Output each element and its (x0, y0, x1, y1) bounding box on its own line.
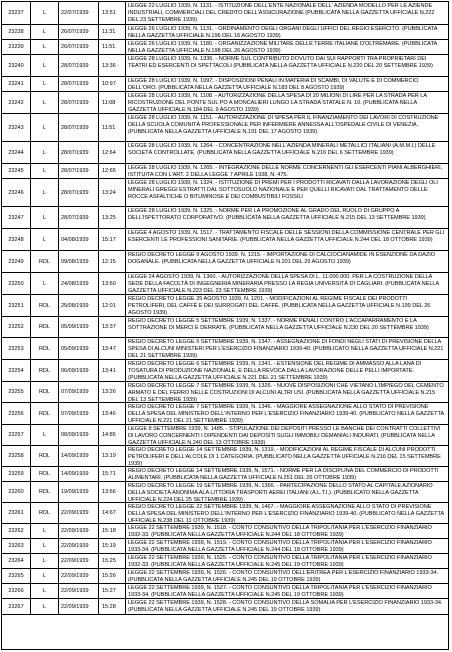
record-date: 04/08/1939 (59, 229, 99, 250)
table-row (2, 164, 448, 179)
record-code: 11:08 (99, 92, 126, 113)
table-row (2, 467, 448, 482)
record-text: LEGGE 28 LUGLIO 1939, N. 1097. - DISPOSIZIONI PENALI IN MATERIA DI SCAMBI, DI VALUTE E DI COMMERCIO DELL'ORO. (PUBBLICATA NELLA GAZZETTA UFFICIALE N.183 DEL 8 AGOSTO 1939) (128, 78, 419, 91)
record-number: 23248 (2, 229, 31, 250)
record-code: 12:15 (99, 251, 126, 272)
record-number: 23243 (2, 114, 31, 141)
record-code: 11:51 (99, 114, 126, 141)
record-code: 15:17 (99, 229, 126, 250)
record-text: REGIO DECRETO LEGGE 7 SETTEMBRE 1939, N. 1346. - MAGGIORE ASSEGNAZIONE ALLO STATO DI PREVISIONE DELLA SPESA DEL MINISTERO DELL'INTERNO PER L'ESERCIZIO FINANZIARIO 1939-40. (PUBBLICATO NELLA GAZZETTA UFFICIALE N.221 DEL 21 SETTEMBRE 1939) (128, 404, 444, 424)
table-row (2, 114, 448, 142)
record-number: 23253 (2, 338, 31, 359)
record-text: LEGGE 28 LUGLIO 1939, N. 1325. - NORME PER LA PROMOZIONE AL GRADO DEL RUOLO DI GRUPPO A DELL'ISPETTORATO CORPORATIVO. (PUBBLICATA NELLA GAZZETTA UFFICIALE N.215 DEL 13 SETTEMBRE 1939) (128, 208, 426, 222)
record-number: 23249 (2, 251, 31, 272)
record-date: 07/09/1939 (59, 403, 99, 424)
record-code: 15:26 (99, 569, 126, 583)
record-date: 09/08/1939 (59, 251, 99, 272)
record-number: 23259 (2, 467, 31, 481)
record-code: 11:31 (99, 25, 126, 39)
record-text: LEGGE 28 LUGLIO 1939, N. 1264. - CONCENTRAZIONE NELL'AZIENDA MINERALI METALLICI ITALIANI (A.M.M.I.) DELLE SOCIETÀ CONTROLLATE. (PUBBLICATA NELLA GAZZETTA UFFICIALE N.216 DEL 6 SETTEMBRE 1939) (128, 143, 436, 157)
record-date: 22/09/1939 (59, 539, 99, 553)
record-code: 15:28 (99, 599, 126, 614)
record-date: 22/09/1939 (59, 524, 99, 538)
table-row (2, 2, 448, 25)
record-type: RDL (31, 317, 59, 337)
record-date: 05/09/1939 (59, 338, 99, 359)
record-type: L (31, 2, 59, 24)
record-type: RDL (31, 467, 59, 481)
record-code: 15:25 (99, 554, 126, 568)
record-type: RDL (31, 382, 59, 402)
record-type: L (31, 142, 59, 163)
record-code: 14:67 (99, 503, 126, 523)
table-row (2, 382, 448, 403)
record-date: 22/09/1939 (59, 569, 99, 583)
record-type: L (31, 554, 59, 568)
record-number: 23238 (2, 25, 31, 39)
record-date: 22/07/1939 (59, 2, 99, 24)
record-code: 15:18 (99, 524, 126, 538)
record-text: LEGGE 26 LUGLIO 1939, N. 1180. - ORGANIZZAZIONE MILITARE DELLE TERRE ITALIANE D'OLTREMARE. (PUBBLICATA NELLA GAZZETTA UFFICIALE N.198 DEL 26 AGOSTO 1939) (128, 41, 437, 54)
record-text: LEGGE 24 AGOSTO 1939, N. 1360. - AUTORIZZAZIONE DELLA SPESA DI L. 11.000.000. PER LA COSTRUZIONE DELLA SEDE DELLA FACOLTÀ DI INGEGNERIA MINERARIA PRESSO LA REGIA UNIVERSITÀ DI CAGLIARI. (PUBBLICATA NELLA GAZZETTA UFFICIALE N.223 DEL 23 SETTEMBRE 1939) (128, 274, 439, 294)
record-date: 14/09/1939 (59, 446, 99, 466)
table-row (2, 295, 448, 317)
table-row (2, 25, 448, 40)
record-type: L (31, 425, 59, 445)
record-date: 28/07/1939 (59, 77, 99, 91)
record-code: 11:51 (99, 40, 126, 54)
record-code: 13:37 (99, 317, 126, 337)
table-row (2, 338, 448, 360)
record-type: RDL (31, 338, 59, 359)
record-date: 08/09/1939 (59, 425, 99, 445)
table-row (2, 251, 448, 273)
record-number: 23254 (2, 360, 31, 381)
record-text: LEGGE 22 SETTEMBRE 1939, N. 1527. - CONTO CONSUNTIVO DELLA TRIPOLITANIA PER L'ESERCIZIO FINANZIARIO 1933-34. (PUBBLICATA NELLA GAZZETTA UFFICIALE N.245 DEL 19 OTTOBRE 1939) (128, 585, 432, 598)
record-date: 28/07/1939 (59, 164, 99, 178)
record-date: 28/07/1939 (59, 207, 99, 228)
record-date: 06/09/1939 (59, 360, 99, 381)
record-type: RDL (31, 503, 59, 523)
record-code: 10:97 (99, 77, 126, 91)
table-row (2, 446, 448, 467)
record-type: L (31, 55, 59, 76)
record-number: 23241 (2, 77, 31, 91)
record-number: 23261 (2, 503, 31, 523)
record-code: 13:19 (99, 446, 126, 466)
record-code: 15:19 (99, 539, 126, 553)
record-number: 23262 (2, 524, 31, 538)
record-number: 23267 (2, 599, 31, 614)
record-number: 23246 (2, 179, 31, 206)
record-date: 28/07/1939 (59, 92, 99, 113)
table-row (2, 403, 448, 425)
record-type: L (31, 599, 59, 614)
record-text: LEGGE 4 AGOSTO 1939, N. 1517. - TRATTAMENTO FISCALE DELLE SESSIONI DELLA COMMISSIONE CENTRALE PER GLI ESERCENTI LE PROFESSIONI SANITARIE. (PUBBLICATA NELLA GAZZETTA UFFICIALE N.244 DEL 18 OTTOBRE 1939) (128, 230, 445, 244)
table-row (2, 425, 448, 446)
record-text: REGIO DECRETO LEGGE 14 SETTEMBRE 1939, N. 1571. - NORME PER LA DISCIPLINA DEL COMMERCIO DI PRODOTTI ALIMENTARI. (PUBBLICATA NELLA GAZZETTA UFFICIALE N.251 DEL 26 OTTOBRE 1939) (128, 468, 439, 481)
record-code: 13:25 (99, 207, 126, 228)
record-text: LEGGE 28 LUGLIO 1939, N. 1265. - INTEGRAZIONE DELLE NORME CONCERNENTI GLI ESERCENTI PIANI ALBERGHIERI, ISTITUITA CON L'ART. 2 DELLA LEGGE 7 APRILE 1938, N. 475. (128, 165, 443, 178)
record-type: RDL (31, 482, 59, 502)
record-code: 14:85 (99, 425, 126, 445)
record-type: L (31, 77, 59, 91)
record-type: L (31, 25, 59, 39)
table-row (2, 40, 448, 55)
record-number: 23264 (2, 554, 31, 568)
table-row (2, 360, 448, 382)
record-text: LEGGE 26 LUGLIO 1939, N. 1131. - ORDINAMENTO DEGLI ORGANI DEGLI UFFICI DEL REGIO ESERCITO. (PUBBLICATA NELLA GAZZETTA UFFICIALE N.196 DEL 16 AGOSTO 1939) (128, 26, 438, 39)
record-type: RDL (31, 295, 59, 316)
record-text: LEGGE 28 LUGLIO 1939, N. 1324. - ISTITUZIONE DI PREMI PER I PRODOTTI RICAVATI DALLA LAVORAZIONE DEGLI OLI MINERALI GREGGI ESTRATTI DAL SOTTOSUOLO NAZIONALE E PER QUELLI RICAVATI DAL TRATTAMENTO DELLE ROCCE ASFALTICHE O BITUMINOSE E DEI COMBUSTIBILI FOSSILI (128, 180, 438, 201)
record-number: 23266 (2, 584, 31, 598)
record-text: LEGGE 22 SETTEMBRE 1939, N. 1518. - CONTO CONSUNTIVO DELLA TRIPOLITANIA PER L'ESERCIZIO FINANZIARIO 1932-33. (PUBBLICATA NELLA GAZZETTA UFFICIALE N.244 DEL 18 OTTOBRE 1939) (128, 525, 432, 538)
table-row (2, 207, 448, 229)
record-number: 23263 (2, 539, 31, 553)
record-code: 12:64 (99, 142, 126, 163)
record-date: 22/09/1939 (59, 554, 99, 568)
record-date: 28/07/1939 (59, 142, 99, 163)
record-code: 13:36 (99, 55, 126, 76)
record-number: 23239 (2, 40, 31, 54)
record-type: L (31, 40, 59, 54)
record-type: L (31, 207, 59, 228)
table-row (2, 317, 448, 338)
record-date: 26/07/1939 (59, 40, 99, 54)
record-number: 23242 (2, 92, 31, 113)
record-text: REGIO DECRETO LEGGE 7 SETTEMBRE 1939, N. 1326. - NUOVE DISPOSIZIONI CHE VIETANO L'IMPIEGO DEL CEMENTO ARMATO E DEL FERRO NELLE COSTRUZIONI DI ALCUNI ALTRI USI. (PUBBLICATA NELLA GAZZETTA UFFICIALE N.215 DEL 13 SETTEMBRE 1939) (128, 383, 444, 402)
record-text: REGIO DECRETO LEGGE 5 SETTEMBRE 1939, N. 1337. - NORME PENALI CONTRO L'ACCAPARRAMENTO E LA SOTTRAZIONE DI MERCI E DERRATE. (PUBBLICATA NELLA GAZZETTA UFFICIALE N.230 DEL 20 SETTEMBRE 1939) (128, 318, 429, 332)
record-number: 23260 (2, 482, 31, 502)
record-number: 23256 (2, 403, 31, 424)
record-text: LEGGE 28 LUGLIO 1939, N. 1108. - AUTORIZZAZIONE DELLA SPESA DI 20 MILIONI DI LIRE PER LA STRADA PER LA RICOSTRUZIONE DEL PONTE SUL PO A MONCALIERI LUNGO LA STRADA STATALE N. 10. (PUBBLICATA NELLA GAZZETTA UFFICIALE N.184 DEL 9 AGOSTO 1939) (128, 93, 427, 113)
record-text: REGIO DECRETO LEGGE 25 AGOSTO 1939, N. 1201. - MODIFICAZIONI AL REGIME FISCALE DEI PRODOTTI PETROLIFERI, DEL CAFFÈ E DEI SURROGATI DEL CAFFÈ. (PUBBLICATA NELLA GAZZETTA UFFICIALE N.199 DEL 26 AGOSTO 1939) (128, 296, 431, 316)
record-number: 23258 (2, 446, 31, 466)
record-number: 23237 (2, 2, 31, 24)
record-date: 05/09/1939 (59, 317, 99, 337)
record-type: L (31, 569, 59, 583)
record-text: LEGGE 28 LUGLIO 1939, N. 1151. - AUTORIZZAZIONE DI SPESA PER IL FINANZIAMENTO DEI LAVORI DI COSTRUZIONE DELLA SCUOLA COMUNITÀ PROFESSIONALE PER INFERMIERE ANNESSA ALL'OSPEDALE CIVILE DI VENEZIA. (PUBBLICATA NELLA GAZZETTA UFFICIALE N.191 DEL 17 AGOSTO 1939) (128, 115, 439, 136)
table-row (2, 92, 448, 114)
record-text: REGIO DECRETO LEGGE 6 SETTEMBRE 1939, N. 1341. - ESTENSIONE DEL REGIME DI AMMASSO ALLA LANA DI TOSATURA DI PRODUZIONE NAZIONALE, E DELLA REVOCA DALLA LAVORAZIONE DELLE PELLI IMPORTATE. (PUBBLICATA NELLA GAZZETTA UFFICIALE N.221 DEL 21 SETTEMBRE 1939) (128, 361, 422, 381)
record-text: REGIO DECRETO LEGGE 5 SETTEMBRE 1939, N. 1347. - ASSEGNAZIONE DI FONDI NEGLI STATI DI PREVISIONE DELLA SPESA DI ALCUNI MINISTERI PER L'ESERCIZIO FINANZIARIO 1939-40. (PUBBLICATO NELLA GAZZETTA UFFICIALE N.221 DEL 21 SETTEMBRE 1939) (128, 339, 444, 359)
record-number: 23250 (2, 273, 31, 294)
record-code: 13:26 (99, 382, 126, 402)
table-row (2, 539, 448, 554)
table-row (2, 142, 448, 164)
table-row (2, 599, 448, 615)
record-text: LEGGE 22 SETTEMBRE 1939, N. 1525. - CONTO CONSUNTIVO DELLA TRIPOLITANIA PER L'ESERCIZIO FINANZIARIO 1932-33. (PUBBLICATA NELLA GAZZETTA UFFICIALE N.245 DEL 19 OTTOBRE 1939) (128, 555, 432, 568)
record-code: 15:27 (99, 584, 126, 598)
record-number: 23245 (2, 164, 31, 178)
record-type: RDL (31, 360, 59, 381)
record-type: L (31, 164, 59, 178)
record-date: 22/09/1939 (59, 503, 99, 523)
table-row (2, 273, 448, 295)
legislation-table (1, 1, 449, 650)
record-type: L (31, 273, 59, 294)
record-text: LEGGE 28 LUGLIO 1939, N. 1336. - NORME SUL CONTRIBUTO DOVUTO DAI SUI RAPPORTI TRA PROPRIETARI DEI TEATRI ED ESERCENTI DI SPETTACOLI (PUBBLICATA NELLA GAZZETTA UFFICIALE N.220 DEL 20 SETTEMBRE 1939) (128, 56, 433, 70)
record-type: L (31, 179, 59, 206)
record-code: 12:01 (99, 295, 126, 316)
record-code: 13:46 (99, 403, 126, 424)
table-row (2, 482, 448, 503)
table-row (2, 229, 448, 251)
record-date: 22/09/1939 (59, 584, 99, 598)
record-text: LEGGE 8 SETTEMBRE 1939, N. 1485. - STIPULAZIONE DEI DEPOSITI PRESSO LE BANCHE DEI CONTRATTI COLLETTIVI DI LAVORO CONCERNENTI I DIPENDENTI DAI DEPOSITI SUGLI IMMOBILI DEMANIALI INDURATI. (PUBBLICATA NELLA GAZZETTA UFFICIALE N.240 DEL 13 OTTOBRE 1939) (128, 426, 441, 445)
table-row (2, 503, 448, 524)
record-number: 23252 (2, 317, 31, 337)
record-type: L (31, 92, 59, 113)
record-type: RDL (31, 403, 59, 424)
record-type: L (31, 584, 59, 598)
record-code: 13:60 (99, 273, 126, 294)
record-code: 13:51 (99, 2, 126, 24)
record-date: 19/09/1939 (59, 482, 99, 502)
record-number: 23265 (2, 569, 31, 583)
record-date: 28/07/1939 (59, 114, 99, 141)
record-type: RDL (31, 446, 59, 466)
record-number: 23255 (2, 382, 31, 402)
table-row (2, 179, 448, 207)
record-text: LEGGE 22 SETTEMBRE 1939, N. 1528. - CONTO CONSUNTIVO DELLA SOMALIA PER L'ESERCIZIO FINANZIARIO 1933-34. (PUBBLICATA NELLA GAZZETTA UFFICIALE N.245 DEL 19 OTTOBRE 1939) (128, 600, 443, 614)
record-text: REGIO DECRETO LEGGE 14 SETTEMBRE 1939, N. 1319. - MODIFICAZIONI AL REGIME FISCALE DI ALCUNI PRODOTTI PETROLIFERI E DELL'ALCOLE DI 1 CATEGORIA. (PUBBLICATO NELLA GAZZETTA UFFICIALE N.216 DEL 15 SETTEMBRE 1939) (128, 447, 441, 466)
record-code: 12:65 (99, 164, 126, 178)
record-date: 22/09/1939 (59, 599, 99, 614)
record-code: 13:47 (99, 338, 126, 359)
record-text: LEGGE 22 SETTEMBRE 1939, N. 1526. - CONTO CONSUNTIVO DELL'ERITREA PER L'ESERCIZIO FINANZIARIO 1933-34. (PUBBLICATA NELLA GAZZETTA UFFICIALE N.245 DEL 19 OTTOBRE 1939) (128, 570, 438, 583)
record-number: 23247 (2, 207, 31, 228)
record-text: LEGGE 22 SETTEMBRE 1939, N. 1519. - CONTO CONSUNTIVO DELLA TRIPOLITANIA PER L'ESERCIZIO FINANZIARIO 1933-34. (PUBBLICATA NELLA GAZZETTA UFFICIALE N.244 DEL 18 OTTOBRE 1939) (128, 540, 432, 553)
record-type: L (31, 114, 59, 141)
record-number: 23251 (2, 295, 31, 316)
record-date: 14/09/1939 (59, 467, 99, 481)
record-number: 23244 (2, 142, 31, 163)
record-date: 28/07/1939 (59, 179, 99, 206)
record-date: 07/09/1939 (59, 382, 99, 402)
record-code: 13:24 (99, 179, 126, 206)
record-code: 13:66 (99, 482, 126, 502)
record-text: REGIO DECRETO LEGGE 19 SETTEMBRE 1939, N. 1366. - PARTECIPAZIONE DELLO STATO AL CAPITALE AZIONARIO DELLA SOCIETÀ ANONIMA ALA LITTORIA TRASPORTI AEREI ITALIANI (A.L.T.I.). (PUBBLICATO NELLA GAZZETTA UFFICIALE N.224 DEL 25 SETTEMBRE 1939) (128, 483, 433, 502)
record-code: 13:41 (99, 360, 126, 381)
record-text: REGIO DECRETO LEGGE 22 SETTEMBRE 1939, N. 1467. - MAGGIORE ASSEGNAZIONE ALLO STATO DI PREVISIONE DELLA SPESA DEL MINISTERO DELL'INTERNO PER L'ESERCIZIO FINANZIARIO 1939-40. (PUBBLICATO NELLA GAZZETTA UFFICIALE N.238 DEL 11 OTTOBRE 1939) (128, 504, 444, 523)
table-row (2, 55, 448, 77)
record-text: LEGGE 22 LUGLIO 1939, N. 1131. - ISTITUZIONE DELL'ENTE NAZIONALE DELL' AZIENDA MODELLO PER LE AZIENDE INDUSTRIALI, COMMERCIALI DEL CREDITO DELL'ASSICURAZIONE (PUBBLICATA NELLA GAZZETTA UFFICIALE N.222 DEL 23 SETTEMBRE 1939) (128, 3, 435, 24)
record-number: 23240 (2, 55, 31, 76)
record-number: 23257 (2, 425, 31, 445)
record-date: 24/08/1939 (59, 273, 99, 294)
record-text: REGIO DECRETO LEGGE 9 AGOSTO 1939, N. 1215. - IMPORTAZIONE DI CALCIOCIANAMIDE IN ESENZIONE DA DAZIO DOGANALE. (PUBBLICATA NELLA GAZZETTA UFFICIALE N.201 DEL 29 AGOSTO 1939) (128, 252, 436, 266)
record-date: 28/07/1939 (59, 55, 99, 76)
table-row (2, 554, 448, 569)
record-type: L (31, 524, 59, 538)
table-row (2, 524, 448, 539)
record-date: 26/07/1939 (59, 25, 99, 39)
table-row (2, 569, 448, 584)
record-type: RDL (31, 251, 59, 272)
record-type: L (31, 539, 59, 553)
record-date: 25/08/1939 (59, 295, 99, 316)
table-row (2, 584, 448, 599)
record-type: L (31, 229, 59, 250)
record-code: 15:71 (99, 467, 126, 481)
table-row (2, 77, 448, 92)
